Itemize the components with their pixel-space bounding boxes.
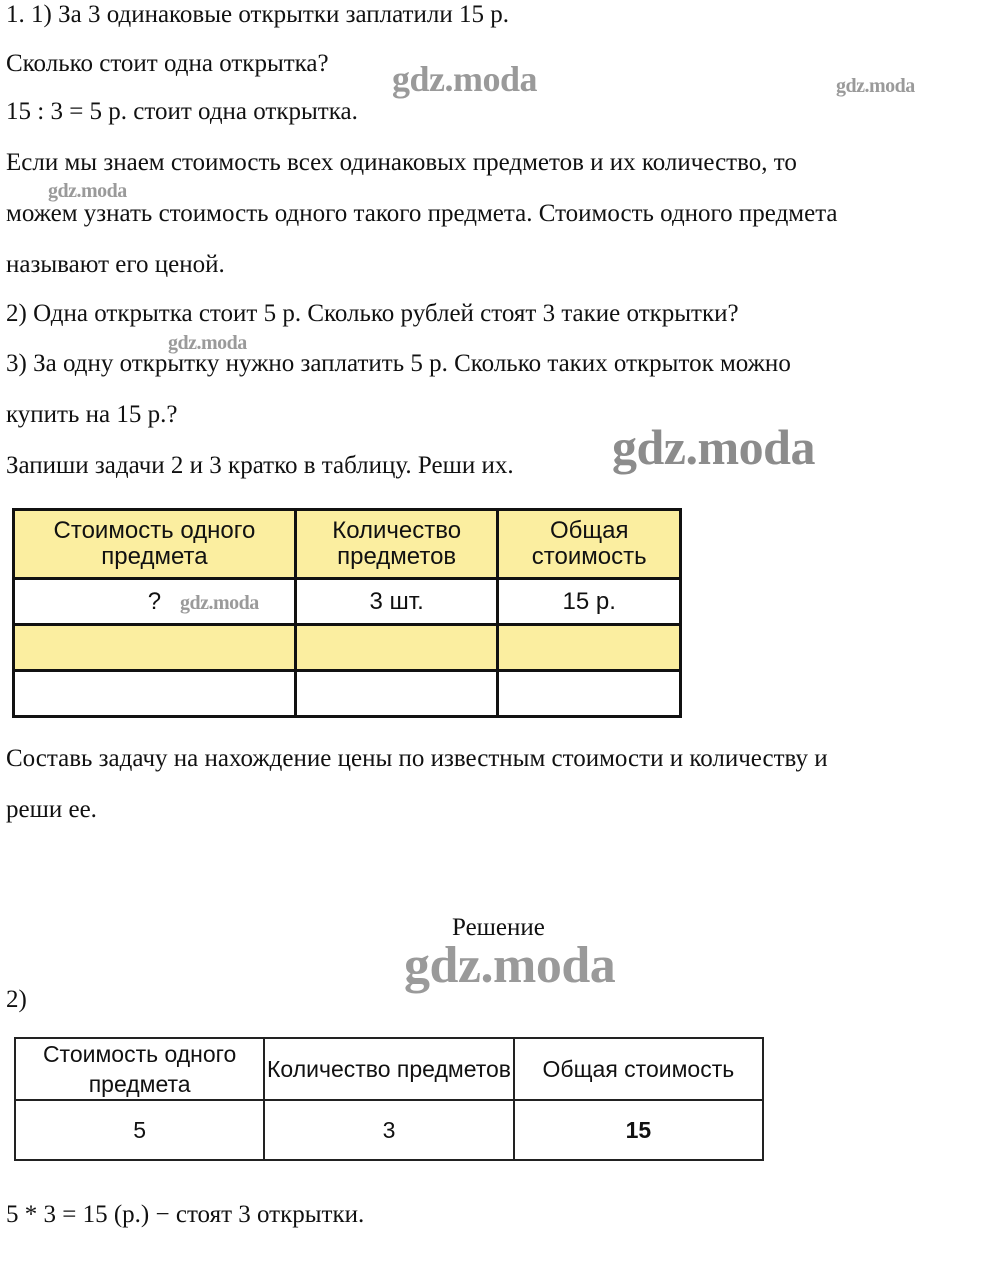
- problem-line-3: 15 : 3 = 5 р. стоит одна открытка.: [6, 98, 358, 125]
- table1-header-quantity: Количество предметов: [295, 510, 498, 579]
- watermark-gdz: gdz.moda: [612, 419, 815, 475]
- compose-task-line-2: реши ее.: [6, 796, 97, 823]
- rule-line-2: можем узнать стоимость одного такого предмета. Стоимость одного предмета: [6, 200, 838, 227]
- problem-line-2: Сколько стоит одна открытка?: [6, 50, 329, 77]
- solution-task-number: 2): [6, 986, 27, 1013]
- rule-line-3: называют его ценой.: [6, 251, 225, 278]
- task-table: [12, 508, 682, 718]
- task-3-line-2: купить на 15 р.?: [6, 401, 178, 428]
- table2-cell-price: 5: [15, 1100, 264, 1160]
- instruction-line: Запиши задачи 2 и 3 кратко в таблицу. Реши их.: [6, 452, 514, 479]
- table1-cell: [14, 671, 296, 717]
- watermark-gdz: gdz.moda: [836, 75, 915, 97]
- table2-header-quantity: Количество предметов: [264, 1038, 513, 1100]
- table1-cell: 3 шт.: [295, 579, 498, 625]
- watermark-gdz: gdz.moda: [168, 332, 247, 354]
- table1-header-total: Общая стоимость: [498, 510, 681, 579]
- table2-cell-quantity: 3: [264, 1100, 513, 1160]
- task-3-line-1: 3) За одну открытку нужно заплатить 5 р. Сколько таких открыток можно: [6, 350, 791, 377]
- table1-cell: [295, 625, 498, 671]
- solution-table: [14, 1037, 764, 1161]
- table1-header-price: Стоимость одного предмета: [14, 510, 296, 579]
- table2-header-total: Общая стоимость: [514, 1038, 763, 1100]
- table2-header-price: Стоимость одного предмета: [15, 1038, 264, 1100]
- task-2-line: 2) Одна открытка стоит 5 р. Сколько рублей стоят 3 такие открытки?: [6, 300, 739, 327]
- table1-cell: [498, 625, 681, 671]
- solution-title: Решение: [452, 914, 545, 941]
- watermark-gdz: gdz.moda: [392, 59, 538, 99]
- solution-equation: 5 * 3 = 15 (р.) − стоят 3 открытки.: [6, 1201, 365, 1228]
- table1-cell: [498, 671, 681, 717]
- table1-cell: [295, 671, 498, 717]
- watermark-gdz: gdz.moda: [48, 180, 127, 202]
- table1-cell: [14, 625, 296, 671]
- watermark-gdz: gdz.moda: [404, 937, 616, 994]
- rule-line-1: Если мы знаем стоимость всех одинаковых предметов и их количество, то: [6, 149, 797, 176]
- table1-cell: 15 р.: [498, 579, 681, 625]
- watermark-gdz: gdz.moda: [180, 592, 259, 614]
- problem-line-1: 1. 1) За 3 одинаковые открытки заплатили 15 р.: [6, 1, 509, 28]
- compose-task-line-1: Составь задачу на нахождение цены по известным стоимости и количеству и: [6, 745, 828, 772]
- table2-cell-total: 15: [514, 1100, 763, 1160]
- table1-cell: ?: [14, 579, 296, 625]
